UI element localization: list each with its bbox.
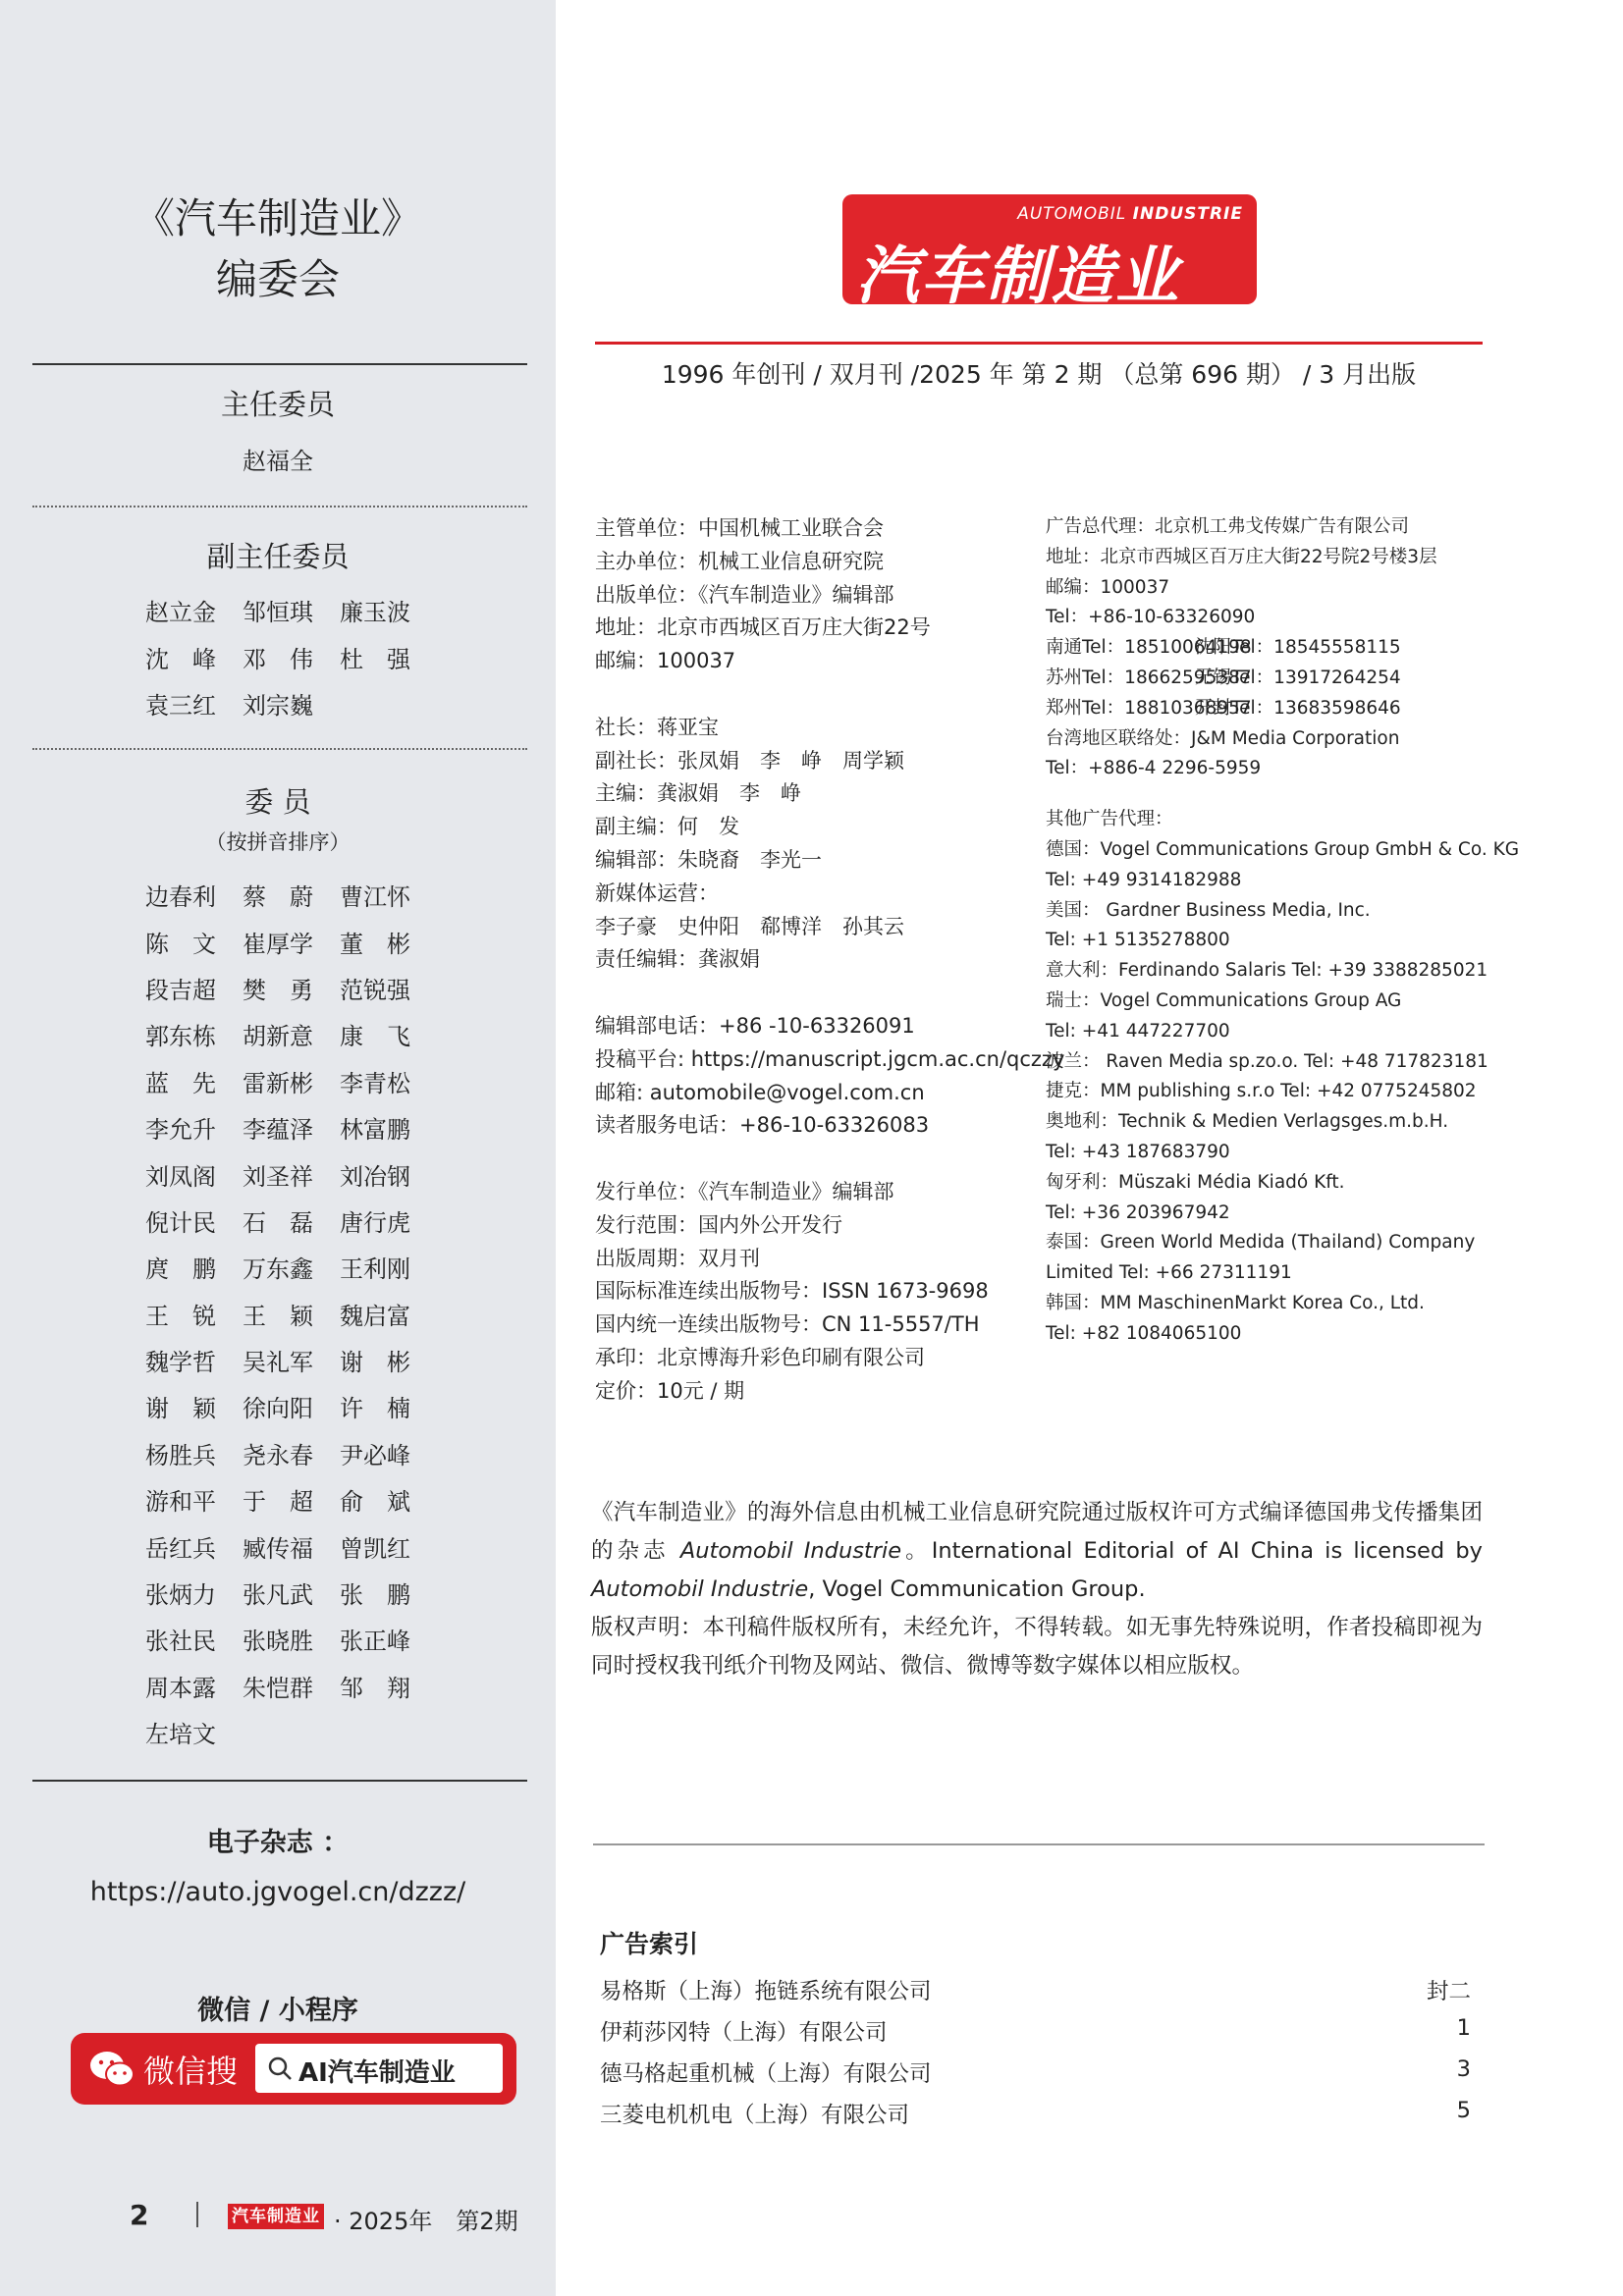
agent-line: Tel: +82 1084065100 (1046, 1322, 1242, 1344)
wechat-search-label: 微信搜 (143, 2053, 239, 2090)
person-name: 臧传福 (243, 1534, 313, 1563)
ad-index-row (600, 2098, 1471, 2139)
board-title-line1: 《汽车制造业》 (133, 194, 422, 242)
license-text-b: 。International Editorial of AI China is licensed by (901, 1538, 1483, 1564)
person-name: 边春利 (145, 883, 216, 912)
agent-phone: 南通Tel：18510064198 (1046, 637, 1252, 659)
info-line: 发行范围：国内外公开发行 (595, 1212, 842, 1237)
agent-line: Tel: +36 203967942 (1046, 1201, 1230, 1223)
magazine-logo (842, 194, 1257, 313)
person-name: 吴礼军 (243, 1349, 313, 1377)
name-row (145, 1337, 440, 1383)
info-line: 社长：蒋亚宝 (595, 715, 719, 739)
agent-phone: 开封Tel：13683598646 (1195, 697, 1401, 719)
person-name: 唐行虎 (340, 1208, 410, 1237)
person-name: 张炳力 (145, 1581, 216, 1610)
person-name: 张正峰 (340, 1628, 410, 1656)
info-line: 主编：龚淑娟 李 峥 (595, 781, 801, 806)
info-line: 副主编：何 发 (595, 815, 739, 839)
logo-english (1017, 204, 1243, 224)
person-name: 谢 彬 (340, 1349, 410, 1377)
person-name: 李蕴泽 (243, 1116, 313, 1145)
person-name: 许 楠 (340, 1395, 410, 1423)
name-row (145, 587, 440, 633)
person-name: 游和平 (145, 1488, 216, 1517)
name-row (145, 1244, 440, 1290)
name-row (145, 1663, 440, 1709)
person-name: 袁三红 (145, 691, 216, 720)
info-line: 国内统一连续出版物号：CN 11-5557/TH (595, 1312, 980, 1337)
info-line: 投稿平台: https://manuscript.jgcm.ac.cn/qczzy (595, 1046, 1065, 1071)
ad-index-title: 广告索引 (600, 1930, 699, 1958)
info-line: 新媒体运营： (595, 881, 719, 905)
name-row (145, 872, 440, 918)
license-text-a: 《汽车制造业》的海外信息由机械工业信息研究院通过版权许可方式编译德国弗戈传播集团的杂志 (591, 1500, 1483, 1564)
ezine-heading: 电子杂志 ： (206, 1828, 350, 1858)
person-name: 张凡武 (243, 1581, 313, 1610)
masthead-issue-line: 1996 年创刊 / 双月刊 /2025 年 第 2 期 （总第 696 期） / 3 月出版 (661, 360, 1417, 389)
agent-line: 瑞士：Vogel Communications Group AG (1046, 989, 1402, 1011)
agent-phone: 郑州Tel：18810368957 (1046, 697, 1252, 719)
name-row (145, 1150, 440, 1197)
person-name: 周本露 (145, 1674, 216, 1702)
divider (32, 1780, 527, 1782)
wechat-heading: 微信 / 小程序 (197, 1996, 358, 2026)
info-line: 地址：北京市西城区百万庄大街22号 (595, 615, 931, 640)
name-row (145, 633, 440, 679)
person-name: 于 超 (243, 1488, 313, 1517)
ad-company: 德马格起重机械（上海）有限公司 (600, 2061, 932, 2087)
person-name: 刘圣祥 (243, 1162, 313, 1191)
person-name: 魏学哲 (145, 1349, 216, 1377)
ezine-url[interactable]: https://auto.jgvogel.cn/dzzz/ (89, 1877, 466, 1907)
agent-line: Tel: +1 5135278800 (1046, 930, 1230, 951)
person-name: 王利刚 (340, 1255, 410, 1284)
agent-phone: 沈阳Tel：18545558115 (1195, 637, 1401, 659)
footer-issue: · 2025年 第2期 (334, 2208, 518, 2235)
members-sort-note: （按拼音排序） (205, 830, 351, 854)
editorial-board-sidebar (0, 0, 556, 2296)
agent-line: Tel：+886-4 2296-5959 (1046, 758, 1262, 779)
spacer (595, 1143, 1064, 1176)
person-name: 邹恒琪 (243, 599, 313, 627)
name-row (145, 1104, 440, 1150)
ad-index-row (600, 1974, 1471, 2015)
agent-line: 美国： Gardner Business Media, Inc. (1046, 899, 1371, 921)
person-name: 魏启富 (340, 1302, 410, 1330)
director-heading: 主任委员 (220, 388, 335, 421)
agent-line: 广告总代理：北京机工弗戈传媒广告有限公司 (1046, 516, 1410, 537)
ad-index-row (600, 2015, 1471, 2056)
copyright-notice (591, 1494, 1483, 1685)
name-row (145, 918, 440, 964)
agent-line: Limited Tel: +66 27311191 (1046, 1262, 1292, 1284)
agent-line: 台湾地区联络处：J&M Media Corporation (1046, 727, 1400, 749)
info-line: 邮编：100037 (595, 649, 736, 673)
info-line: 李子豪 史仲阳 郗博洋 孙其云 (595, 914, 904, 938)
director-name: 赵福全 (243, 448, 313, 475)
license-paragraph (591, 1494, 1483, 1609)
agent-phone-row (1046, 664, 1519, 694)
name-row (145, 680, 440, 726)
person-name: 范锐强 (340, 976, 410, 1004)
info-line: 邮箱: automobile@vogel.com.cn (595, 1080, 925, 1104)
person-name: 万东鑫 (243, 1255, 313, 1284)
name-row (145, 1522, 440, 1569)
person-name: 沈 峰 (145, 645, 216, 673)
info-line: 定价：10元 / 期 (595, 1378, 745, 1403)
info-line: 责任编辑：龚淑娟 (595, 947, 760, 972)
name-row (145, 1383, 440, 1429)
license-italic-2: Automobil Industrie (591, 1576, 809, 1602)
info-line: 编辑部电话：+86 -10-63326091 (595, 1013, 915, 1038)
person-name: 杨胜兵 (145, 1441, 216, 1469)
person-name: 崔厚学 (243, 930, 313, 958)
person-name: 康 飞 (340, 1023, 410, 1051)
masthead-rule (595, 342, 1483, 345)
person-name: 庹 鹏 (145, 1255, 216, 1284)
agent-line: 地址：北京市西城区百万庄大街22号院2号楼3层 (1046, 546, 1437, 567)
copyright-paragraph: 版权声明：本刊稿件版权所有，未经允许，不得转载。如无事先特殊说明，作者投稿即视为同时授权我刊纸介刊物及网站、微信、微博等数字媒体以相应版权。 (591, 1615, 1483, 1679)
ad-company: 伊莉莎冈特（上海）有限公司 (600, 2020, 888, 2046)
person-name: 刘冶钢 (340, 1162, 410, 1191)
person-name: 曾凯红 (340, 1534, 410, 1563)
footer-logo: 汽车制造业 (228, 2204, 324, 2229)
ad-company: 易格斯（上海）拖链系统有限公司 (600, 1979, 932, 2004)
person-name: 胡新意 (243, 1023, 313, 1051)
agent-line: 波兰： Raven Media sp.zo.o. Tel: +48 717823181 (1046, 1050, 1488, 1072)
board-title-line2: 编委会 (215, 255, 340, 303)
divider (593, 1843, 1485, 1845)
ad-page: 封二 (1426, 1979, 1471, 2004)
wechat-search-box[interactable] (255, 2044, 503, 2093)
person-name: 朱恺群 (243, 1674, 313, 1702)
agent-phone: 苏州Tel：18662595387 (1046, 667, 1252, 688)
ad-page: 1 (1456, 2015, 1471, 2041)
person-name: 尹必峰 (340, 1441, 410, 1469)
person-name: 赵立金 (145, 599, 216, 627)
person-name: 樊 勇 (243, 976, 313, 1004)
person-name: 岳红兵 (145, 1534, 216, 1563)
person-name: 李青松 (340, 1069, 410, 1097)
person-name: 谢 颖 (145, 1395, 216, 1423)
agent-line: 奥地利：Technik & Medien Verlagsges.m.b.H. (1046, 1111, 1449, 1133)
search-icon (267, 2056, 293, 2081)
info-line: 主管单位：中国机械工业联合会 (595, 516, 884, 540)
dotted-divider (32, 748, 527, 750)
agent-line: 德国：Vogel Communications Group GmbH & Co. KG (1046, 838, 1520, 860)
agent-line: 韩国：MM MaschinenMarkt Korea Co., Ltd. (1046, 1292, 1425, 1313)
info-line: 出版周期：双月刊 (595, 1246, 760, 1270)
info-line: 承印：北京博海升彩色印刷有限公司 (595, 1345, 925, 1369)
spacer (595, 678, 1064, 712)
person-name: 张社民 (145, 1628, 216, 1656)
person-name: 段吉超 (145, 976, 216, 1004)
person-name: 石 磊 (243, 1208, 313, 1237)
spacer (595, 977, 1064, 1010)
vice-director-list (145, 587, 440, 726)
agent-line: 其他广告代理： (1046, 809, 1173, 830)
person-name: 倪计民 (145, 1208, 216, 1237)
name-row (145, 1570, 440, 1616)
info-line: 主办单位：机械工业信息研究院 (595, 549, 884, 573)
agent-line: 意大利：Ferdinando Salaris Tel: +39 3388285021 (1046, 960, 1488, 982)
name-row (145, 1058, 440, 1104)
member-list (145, 872, 440, 1755)
page-number: 2 (130, 2199, 149, 2231)
person-name: 邹 翔 (340, 1674, 410, 1702)
person-name: 王 颖 (243, 1302, 313, 1330)
name-row (145, 1011, 440, 1057)
info-line: 出版单位：《汽车制造业》编辑部 (595, 582, 894, 607)
person-name: 陈 文 (145, 930, 216, 958)
license-text-c: , Vogel Communication Group. (808, 1576, 1146, 1602)
spacer (1046, 784, 1519, 805)
members-heading: 委 员 (244, 785, 311, 819)
agent-line: 匈牙利：Müszaki Média Kiadó Kft. (1046, 1171, 1345, 1193)
agent-phone-row (1046, 633, 1519, 664)
name-row (145, 1430, 440, 1476)
agent-line: 捷克：MM publishing s.r.o Tel: +42 0775245802 (1046, 1081, 1477, 1102)
person-name: 刘宗巍 (243, 691, 313, 720)
agent-phone-row (1046, 694, 1519, 724)
info-line: 发行单位：《汽车制造业》编辑部 (595, 1179, 894, 1203)
person-name: 张晓胜 (243, 1628, 313, 1656)
person-name: 徐向阳 (243, 1395, 313, 1423)
person-name: 郭东栋 (145, 1023, 216, 1051)
agent-line: Tel: +49 9314182988 (1046, 869, 1242, 890)
person-name: 左培文 (145, 1721, 216, 1749)
name-row (145, 1616, 440, 1662)
name-row (145, 965, 440, 1011)
person-name: 林富鹏 (340, 1116, 410, 1145)
person-name: 刘凤阁 (145, 1162, 216, 1191)
person-name: 廉玉波 (340, 599, 410, 627)
person-name: 俞 斌 (340, 1488, 410, 1517)
agent-line: 泰国：Green World Medida (Thailand) Company (1046, 1232, 1476, 1254)
vice-heading: 副主任委员 (206, 540, 350, 573)
wechat-search-banner[interactable] (71, 2033, 516, 2105)
ad-page: 5 (1456, 2098, 1471, 2123)
ad-page: 3 (1456, 2056, 1471, 2082)
logo-chinese: 汽车制造业 (856, 240, 1180, 313)
person-name: 蔡 蔚 (243, 883, 313, 912)
agent-line: Tel：+86-10-63326090 (1046, 607, 1256, 628)
person-name: 李允升 (145, 1116, 216, 1145)
agent-line: Tel: +41 447227700 (1046, 1020, 1230, 1041)
divider (32, 363, 527, 365)
info-line: 编辑部：朱晓裔 李光一 (595, 847, 822, 872)
info-line: 读者服务电话：+86-10-63326083 (595, 1113, 930, 1138)
person-name: 雷新彬 (243, 1069, 313, 1097)
person-name: 尧永春 (243, 1441, 313, 1469)
license-italic-1: Automobil Industrie (679, 1538, 902, 1564)
logo-en-prefix: AUTOMOBIL (1017, 204, 1133, 224)
wechat-search-text: AI汽车制造业 (298, 2058, 456, 2088)
publisher-info-column (595, 512, 1064, 1409)
person-name: 董 彬 (340, 930, 410, 958)
name-row (145, 1291, 440, 1337)
agent-phone: 无锡Tel：13917264254 (1195, 667, 1401, 688)
name-row (145, 1709, 440, 1755)
name-row (145, 1476, 440, 1522)
info-line: 国际标准连续出版物号：ISSN 1673-9698 (595, 1279, 989, 1304)
advertising-agents-column (1046, 512, 1519, 1350)
person-name: 张 鹏 (340, 1581, 410, 1610)
wechat-icon (88, 2050, 135, 2089)
person-name: 王 锐 (145, 1302, 216, 1330)
name-row (145, 1198, 440, 1244)
agent-line: Tel: +43 187683790 (1046, 1141, 1230, 1162)
person-name: 曹江怀 (340, 883, 410, 912)
info-line: 副社长：张凤娟 李 峥 周学颖 (595, 748, 904, 773)
person-name: 杜 强 (340, 645, 410, 673)
footer-separator (196, 2202, 198, 2227)
logo-en-bold: INDUSTRIE (1132, 204, 1243, 224)
agent-line: 邮编：100037 (1046, 576, 1170, 598)
ad-company: 三菱电机机电（上海）有限公司 (600, 2103, 910, 2128)
person-name: 邓 伟 (243, 645, 313, 673)
person-name: 蓝 先 (145, 1069, 216, 1097)
ad-index-row (600, 2056, 1471, 2098)
dotted-divider (32, 506, 527, 507)
